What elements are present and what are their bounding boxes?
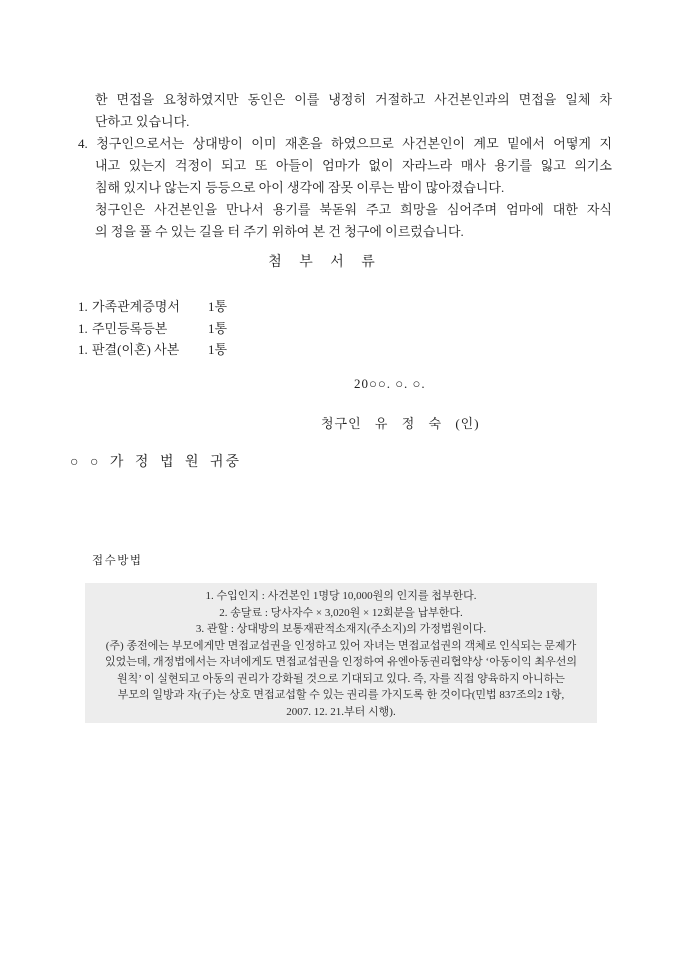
paragraph-continuation xyxy=(78,89,612,133)
text-line: 있었는데, 개정법에서는 자녀에게도 면접교섭권을 인정하여 유엔아동권리협약상 ‘아동이익 최우선의 xyxy=(105,656,577,668)
reception-method-box xyxy=(85,583,597,723)
attachments-list xyxy=(78,296,227,361)
paragraph-lines xyxy=(95,199,612,243)
attachment-row xyxy=(78,339,227,361)
attachment-count: 1통 xyxy=(208,342,228,357)
reception-note xyxy=(93,638,589,721)
text-line: 부모의 일방과 자(子)는 상호 면접교섭할 수 있는 권리를 가지도록 한 것이다(민법 837조의2 1항, xyxy=(117,689,565,701)
attachment-marker: 1. xyxy=(78,342,88,357)
text-line: 단하고 있습니다. xyxy=(95,114,190,129)
document-date: 20○○. ○. ○. xyxy=(354,376,426,391)
attachment-row xyxy=(78,318,227,340)
text-line: 3. 관할 : 상대방의 보통재판적소재지(주소지)의 가정법원이다. xyxy=(195,623,487,635)
paragraph-item-4-continued xyxy=(78,199,612,243)
attachments-heading: 첨 부 서 류 xyxy=(268,255,382,270)
attachment-marker: 1. xyxy=(78,299,88,314)
attachment-count: 1통 xyxy=(208,299,228,314)
text-line: 2007. 12. 21.부터 시행). xyxy=(286,705,396,718)
attachment-marker: 1. xyxy=(78,320,88,336)
text-line: 의 정을 풀 수 있는 길을 터 주기 위하여 본 건 청구에 이르렀습니다. xyxy=(95,224,464,239)
reception-instructions xyxy=(93,588,589,638)
attachment-row xyxy=(78,296,227,318)
text-line: 4. 청구인으로서는 상대방이 이미 재혼을 하였으므로 사건본인이 계모 밑에서 어떻게 지 xyxy=(78,136,612,151)
paragraph-item-4 xyxy=(78,133,612,199)
attachment-count: 1통 xyxy=(208,320,228,336)
text-line: 침해 있지나 않는지 등등으로 아이 생각에 잠못 이루는 밤이 많아졌습니다. xyxy=(95,180,505,195)
attachment-name: 주민등록등본 xyxy=(92,320,168,336)
paragraph-lines xyxy=(95,89,612,133)
reception-method-label: 접수방법 xyxy=(92,555,143,567)
text-line: 내고 있는지 걱정이 되고 또 아들이 엄마가 없이 자라느라 매사 용기를 잃고 의기소 xyxy=(95,158,612,173)
text-line: 2. 송달료 : 당사자수 × 3,020원 × 12회분을 납부한다. xyxy=(219,606,463,619)
text-line: (주) 종전에는 부모에게만 면접교섭권을 인정하고 있어 자녀는 면접교섭권의 객체로 인식되는 문제가 xyxy=(105,639,577,652)
text-line: 원칙’ 이 실현되고 아동의 권리가 강화될 것으로 기대되고 있다. 즉, 자를 직접 양육하지 아니하는 xyxy=(117,672,565,685)
text-line: 1. 수입인지 : 사건본인 1명당 10,000원의 인지를 첩부한다. xyxy=(205,590,477,602)
text-line: 한 면접을 요청하였지만 동인은 이를 냉정히 거절하고 사건본인과의 면접을 일체 차 xyxy=(95,92,612,107)
text-line: 청구인은 사건본인을 만나서 용기를 북돋워 주고 희망을 심어주며 엄마에 대한 자식 xyxy=(95,202,612,217)
paragraph-lines xyxy=(78,133,612,199)
attachment-name: 판결(이혼) 사본 xyxy=(92,342,180,357)
petitioner-signature: 청구인 유 정 숙 (인) xyxy=(321,416,480,431)
court-addressee: ○ ○ 가 정 법 원 귀중 xyxy=(70,455,242,470)
attachment-name: 가족관계증명서 xyxy=(92,299,180,314)
